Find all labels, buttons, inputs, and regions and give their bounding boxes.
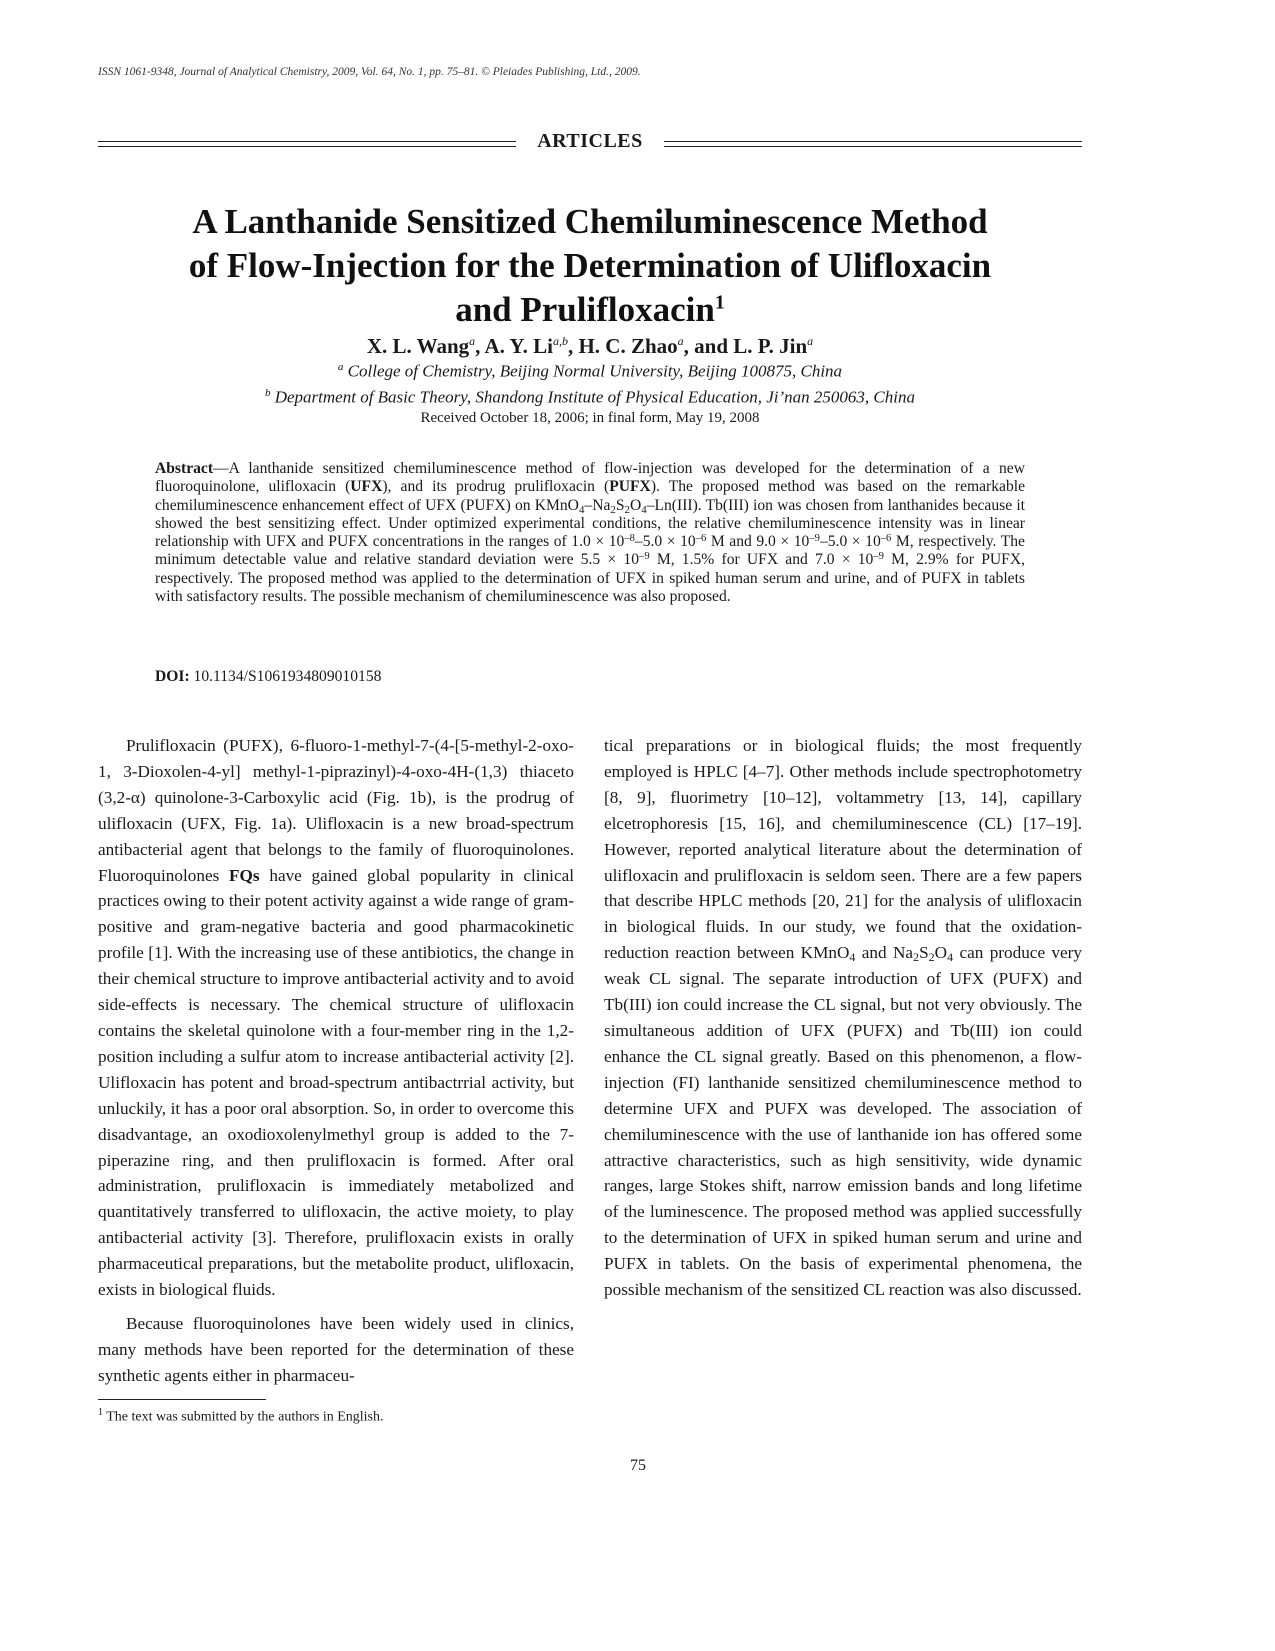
author-name: L. P. Jin — [733, 334, 808, 358]
abstract-text: M, 2.9% for PUFX, respectively. The proposed method was applied to the determination of UFX in spiked human serum and urine, and of PUFX in tablets with satisfactory results. The possible mechanism of chemiluminescence was also proposed. — [155, 551, 1025, 606]
double-rule-right — [664, 141, 1082, 147]
body-text: O — [934, 943, 948, 963]
abstract-text: M, 1.5% for UFX and 7.0 × 10 — [649, 551, 874, 569]
title-line-3: and Prulifloxacin — [455, 290, 715, 329]
body-column-left — [98, 733, 574, 1389]
doi-label: DOI: — [155, 668, 190, 685]
author-affil-mark: a — [677, 334, 684, 348]
affiliation-b — [120, 387, 1060, 408]
body-text: and Na — [855, 943, 914, 963]
body-paragraph: Because fluoroquinolones have been widely used in clinics, many methods have been reported for the determination of these synthetic agents either in pharmaceu- — [98, 1313, 574, 1385]
subscript: 2 — [913, 950, 920, 965]
title-footnote-mark: 1 — [714, 291, 725, 314]
exponent: –9 — [639, 551, 650, 563]
title-line-2: of Flow-Injection for the Determination of Ulifloxacin — [188, 246, 992, 285]
affiliation-mark: a — [337, 361, 344, 373]
abstract-text: ), and its prodrug prulifloxacin ( — [382, 478, 610, 496]
subscript: 4 — [641, 503, 647, 516]
author-name: A. Y. Li — [484, 334, 553, 358]
abstract-label: Abstract — [155, 460, 214, 477]
subscript: 4 — [849, 950, 856, 965]
abstract-text: S — [615, 496, 625, 514]
author-separator: , — [567, 334, 579, 358]
received-dates: Received October 18, 2006; in final form, May 19, 2008 — [420, 410, 760, 426]
exponent: –9 — [873, 551, 884, 563]
abstract — [155, 460, 1025, 606]
abstract-text: ). The proposed method was based on the remarkable chemiluminescence enhancement effect of UFX (PUFX) on KMnO — [155, 478, 1026, 514]
author-affil-mark: a — [469, 334, 476, 348]
exponent: –8 — [624, 533, 635, 545]
subscript: 2 — [624, 503, 630, 516]
subscript: 4 — [578, 503, 585, 516]
exponent: –9 — [809, 533, 820, 545]
abstract-text: O — [629, 496, 642, 514]
footnote — [98, 1407, 384, 1426]
subscript: 4 — [947, 950, 954, 965]
double-rule-left — [98, 141, 516, 147]
abstract-text: –Na — [584, 496, 611, 514]
body-paragraph — [604, 733, 1082, 1303]
body-text: have gained global popularity in clinical practices owing to their potent activity against a wide range of gram-positive and gram-negative bacteria and good pharmacokinetic profile [1]. With the increasing use of these antibiotics, the change in their chemical structure to improve antibacterial activity and to avoid side-effects is necessary. The chemical structure of ulifloxacin contains the skeletal quinolone with a four-member ring in the 1,2-position including a sulfur atom to increase antibacterial activity [2]. Ulifloxacin has potent and broad-spectrum antibactrrial activity, but unluckily, it has a poor oral absorption. So, in order to overcome this disadvantage, an oxodioxolenylmethyl group is added to the 7-piperazine ring, and then prulifloxacin is formed. After oral administration, prulifloxacin is immediately metabolized and quantitatively transferred to ulifloxacin, the active moiety, to play antibacterial activity [3]. Therefore, prulifloxacin exists in orally pharmaceutical preparations, but the metabolite product, ulifloxacin, exists in biological fluids. — [98, 865, 574, 1300]
body-text: S — [919, 943, 929, 963]
author-affil-mark: a,b — [552, 334, 568, 348]
affiliation-text: College of Chemistry, Beijing Normal University, Beijing 100875, China — [347, 361, 843, 381]
abstract-text: —A lanthanide sensitized chemiluminescence method of flow-injection was developed for the determination of a new fluoroquinolone, ulifloxacin ( — [155, 460, 1025, 496]
doi — [155, 668, 381, 686]
abstract-text: –Ln(III). Tb(III) ion was chosen from lanthanides because it showed the best sensitizing effect. Under optimized experimental conditions, the relative chemiluminescence intensity was in linear relationship with UFX and PUFX concentrations in the ranges of 1.0 × 10 — [155, 496, 1025, 551]
abstract-pufx: PUFX — [609, 478, 651, 496]
section-label: ARTICLES — [537, 130, 643, 152]
body-column-right — [604, 733, 1082, 1303]
author-name: X. L. Wang — [366, 334, 470, 358]
exponent: –6 — [695, 533, 707, 545]
footnote-mark: 1 — [98, 1407, 103, 1418]
author-separator: , and — [683, 334, 734, 358]
abstract-text: –5.0 × 10 — [634, 533, 696, 551]
abstract-ufx: UFX — [350, 478, 383, 496]
exponent: –6 — [880, 533, 892, 545]
abstract-text: M and 9.0 × 10 — [706, 533, 810, 551]
abstract-text: –5.0 × 10 — [819, 533, 881, 551]
footnote-divider — [98, 1399, 266, 1400]
footnote-text: The text was submitted by the authors in English. — [103, 1409, 384, 1425]
subscript: 2 — [610, 503, 616, 516]
affiliation-text: Department of Basic Theory, Shandong Institute of Physical Education, Ji’nan 250063, China — [274, 387, 915, 407]
body-text: can produce very weak CL signal. The separate introduction of UFX (PUFX) and Tb(III) ion could increase the CL signal, but not very obviously. The simultaneous addition of UFX (PUFX) and Tb(III) ion could enhance the CL signal greatly. Based on this phenomenon, a flow-injection (FI) lanthanide sensitized chemiluminescence method to determine UFX and PUFX was developed. The association of chemiluminescence with the use of lanthanide ion has offered some attractive characteristics, such as high sensitivity, wide dynamic ranges, large Stokes shift, narrow emission bands and long lifetime of the luminescence. The proposed method was applied successfully to the determination of UFX in spiked human serum and urine and PUFX in tablets. On the basis of experimental phenomena, the possible mechanism of the sensitized CL reaction was also discussed. — [604, 943, 1082, 1300]
running-head: ISSN 1061-9348, Journal of Analytical Chemistry, 2009, Vol. 64, No. 1, pp. 75–81. © Pleiades Publishing, Ltd., 2009. — [98, 66, 641, 78]
author-name: H. C. Zhao — [578, 334, 678, 358]
author-affil-mark: a — [807, 334, 814, 348]
page-number: 75 — [630, 1457, 646, 1474]
abstract-text: M, respectively. The minimum detectable value and relative standard deviation were 5.5 × 10 — [155, 533, 1025, 569]
doi-value: 10.1134/S1061934809010158 — [189, 668, 382, 685]
body-bold-term: FQs — [229, 865, 260, 885]
body-text: tical preparations or in biological fluids; the most frequently employed is HPLC [4–7]. Other methods include spectrophotometry [8, 9], fluorimetry [10–12], voltammetry [13, 14], capillary elcetrophoresis [15, 16], and chemiluminescence (CL) [17–19]. However, reported analytical literature about the determination of ulifloxacin and prulifloxacin is seldom seen. There are a few papers that describe HPLC methods [20, 21] for the analysis of ulifloxacin in biological fluids. In our study, we found that the oxidation-reduction reaction between KMnO — [604, 736, 1082, 963]
section-header — [98, 130, 1082, 160]
affiliation-a — [120, 361, 1060, 382]
affiliation-mark: b — [264, 387, 271, 399]
author-separator: , — [475, 334, 485, 358]
article-title — [120, 200, 1060, 332]
body-text: Prulifloxacin (PUFX), 6-fluoro-1-methyl-7-(4-[5-methyl-2-oxo-1, 3-Dioxolen-4-yl] methyl-1-piprazinyl)-4-oxo-4H-(1,3) thiaceto (3,2-α) quinolone-3-Carboxylic acid (Fig. 1b), is the prodrug of ulifloxacin (UFX, Fig. 1a). Ulifloxacin is a new broad-spectrum antibacterial agent that belongs to the family of fluoroquinolones. Fluoroquinolones — [98, 736, 574, 885]
title-line-1: A Lanthanide Sensitized Chemiluminescence Method — [192, 202, 988, 241]
subscript: 2 — [928, 950, 935, 965]
author-list — [120, 334, 1060, 359]
body-paragraph — [98, 733, 574, 1303]
